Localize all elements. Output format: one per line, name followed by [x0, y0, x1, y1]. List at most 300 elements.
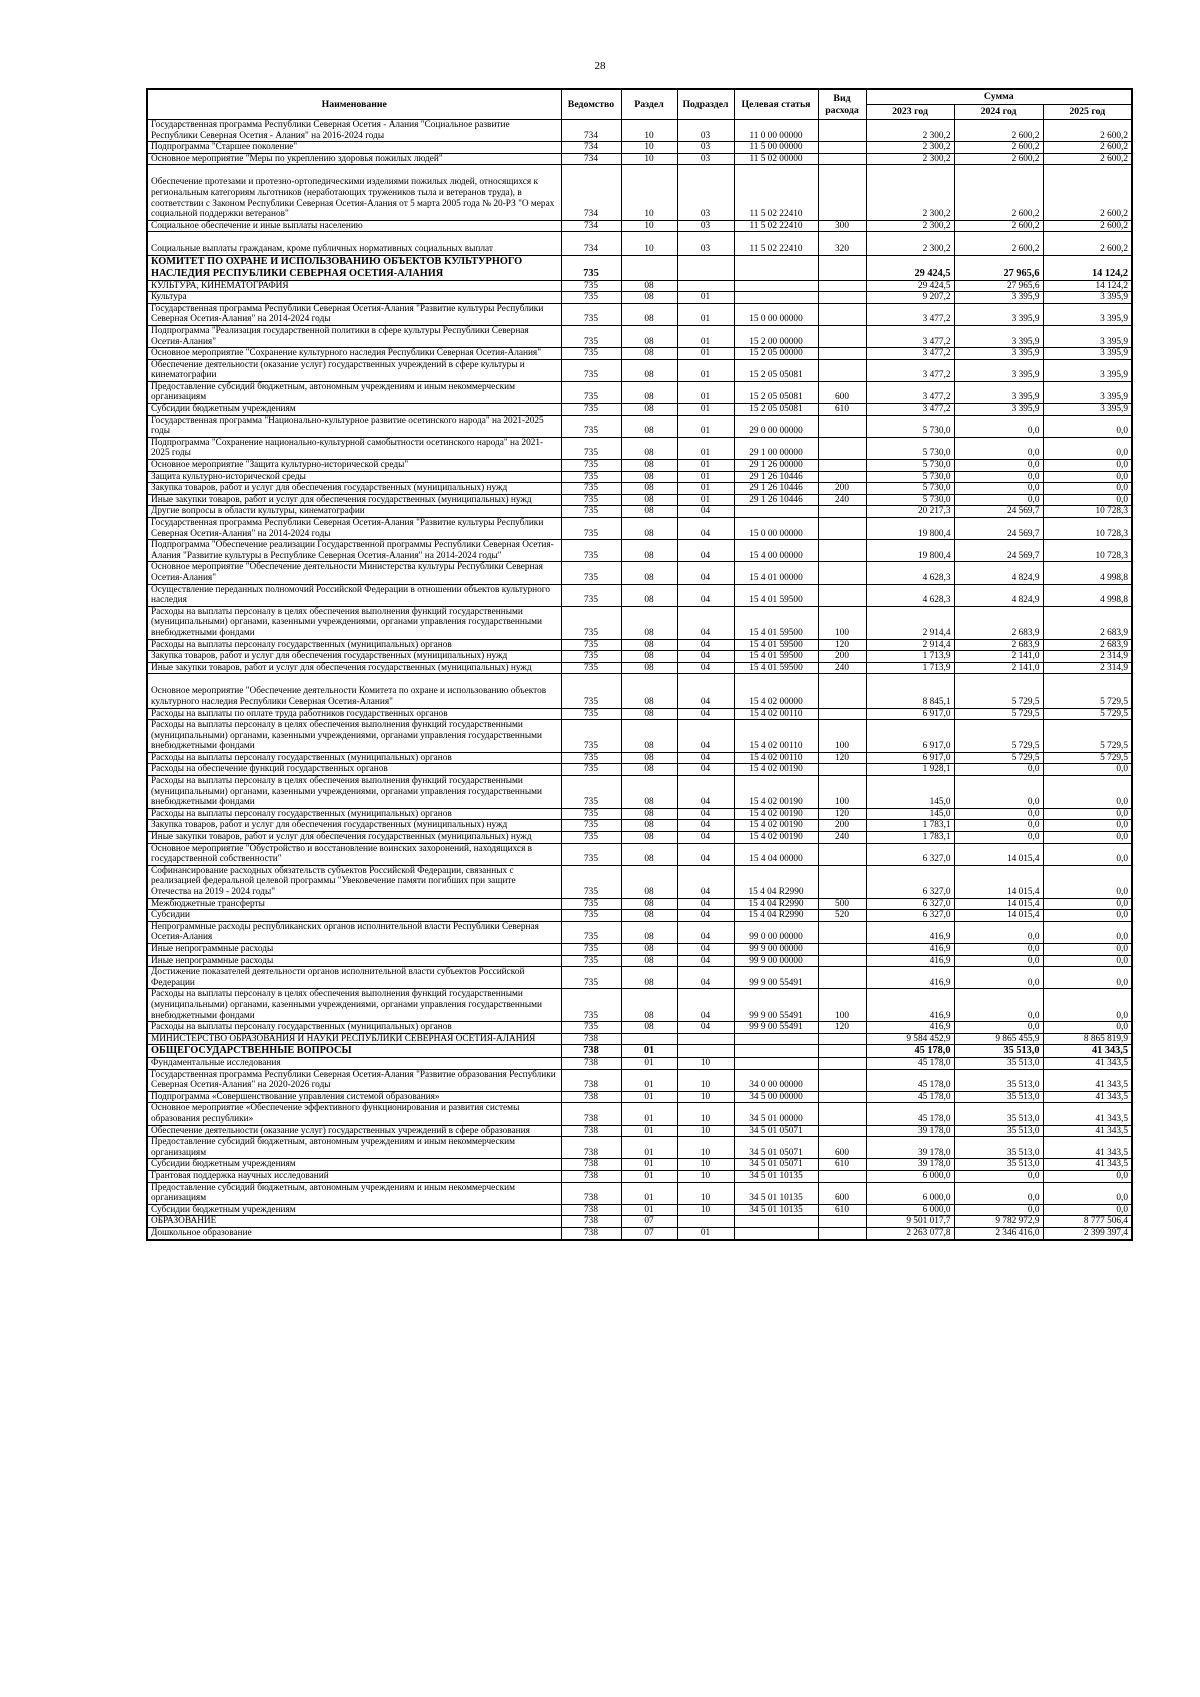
row-sum-2025-cell: 3 395,9 — [1043, 325, 1132, 347]
row-sum-2023-cell: 3 477,2 — [866, 325, 954, 347]
row-sum-2023-cell: 2 300,2 — [866, 120, 954, 142]
row-sum-2025-cell: 14 124,2 — [1043, 255, 1132, 280]
row-sum-2025-cell: 3 395,9 — [1043, 348, 1132, 360]
row-sum-2024-cell: 0,0 — [954, 1171, 1043, 1183]
row-vid-cell — [818, 348, 866, 360]
row-vid-cell — [818, 280, 866, 292]
row-sum-2025-cell: 0,0 — [1043, 955, 1132, 967]
row-tselevaya-cell: 15 4 02 00190 — [734, 764, 818, 776]
table-row — [147, 562, 1132, 584]
row-sum-2023-cell: 1 713,9 — [866, 651, 954, 663]
row-vid-cell: 200 — [818, 820, 866, 832]
row-vid-cell — [818, 1228, 866, 1240]
table-row — [147, 674, 1132, 708]
row-tselevaya-cell: 15 4 01 59500 — [734, 584, 818, 606]
row-vid-cell: 100 — [818, 606, 866, 639]
row-razdel-cell: 08 — [621, 381, 677, 403]
table-row — [147, 584, 1132, 606]
row-name-cell: Закупка товаров, работ и услуг для обеспечения государственных (муниципальных) нужд — [147, 651, 561, 663]
row-sum-2024-cell: 5 729,5 — [954, 720, 1043, 753]
row-name-cell: Предоставление субсидий бюджетным, автономным учреждениям и иным некоммерческим организациям — [147, 381, 561, 403]
table-header — [147, 89, 1132, 120]
row-sum-2024-cell: 14 015,4 — [954, 865, 1043, 898]
table-row — [147, 1058, 1132, 1070]
row-tselevaya-cell: 29 1 26 10446 — [734, 471, 818, 483]
row-sum-2023-cell: 45 178,0 — [866, 1103, 954, 1125]
row-razdel-cell: 08 — [621, 832, 677, 844]
row-vedomstvo-cell: 735 — [561, 820, 621, 832]
col-header-2023: 2023 год — [866, 105, 954, 120]
row-razdel-cell: 08 — [621, 584, 677, 606]
row-vid-cell — [818, 1125, 866, 1137]
row-sum-2025-cell: 0,0 — [1043, 1022, 1132, 1034]
row-razdel-cell: 08 — [621, 820, 677, 832]
row-name-cell: МИНИСТЕРСТВО ОБРАЗОВАНИЯ И НАУКИ РЕСПУБЛИКИ СЕВЕРНАЯ ОСЕТИЯ-АЛАНИЯ — [147, 1033, 561, 1045]
row-name-cell: Государственная программа Республики Северная Осетия-Алания "Развитие образования Республики Северная Осетия-Алания" на 2020-2026 годы — [147, 1069, 561, 1091]
row-podrazdel-cell: 01 — [677, 437, 734, 459]
row-tselevaya-cell: 15 4 02 00110 — [734, 720, 818, 753]
row-vedomstvo-cell: 734 — [561, 165, 621, 220]
row-vid-cell — [818, 292, 866, 304]
row-vedomstvo-cell: 735 — [561, 292, 621, 304]
table-row — [147, 606, 1132, 639]
row-vedomstvo-cell: 735 — [561, 898, 621, 910]
row-vid-cell — [818, 1045, 866, 1058]
row-sum-2023-cell: 39 178,0 — [866, 1159, 954, 1171]
row-vid-cell — [818, 1058, 866, 1070]
row-podrazdel-cell: 04 — [677, 662, 734, 674]
row-razdel-cell: 08 — [621, 1022, 677, 1034]
row-razdel-cell: 08 — [621, 437, 677, 459]
table-row — [147, 153, 1132, 165]
row-podrazdel-cell: 04 — [677, 752, 734, 764]
row-sum-2024-cell: 3 395,9 — [954, 348, 1043, 360]
row-sum-2025-cell: 0,0 — [1043, 1171, 1132, 1183]
table-row — [147, 404, 1132, 416]
row-sum-2025-cell: 0,0 — [1043, 471, 1132, 483]
row-podrazdel-cell: 04 — [677, 967, 734, 989]
row-tselevaya-cell: 34 5 01 05071 — [734, 1125, 818, 1137]
row-podrazdel-cell: 01 — [677, 415, 734, 437]
row-tselevaya-cell: 11 5 02 22410 — [734, 165, 818, 220]
row-sum-2024-cell: 14 015,4 — [954, 898, 1043, 910]
row-razdel-cell: 08 — [621, 325, 677, 347]
row-vedomstvo-cell: 735 — [561, 651, 621, 663]
row-tselevaya-cell: 15 4 02 00190 — [734, 832, 818, 844]
row-name-cell: Основное мероприятие "Обустройство и восстановление воинских захоронений, находящихся в государственной собственности" — [147, 843, 561, 865]
row-sum-2024-cell: 0,0 — [954, 764, 1043, 776]
row-sum-2025-cell: 0,0 — [1043, 415, 1132, 437]
row-podrazdel-cell: 04 — [677, 955, 734, 967]
row-razdel-cell: 08 — [621, 674, 677, 708]
row-tselevaya-cell: 11 5 02 22410 — [734, 232, 818, 256]
table-row — [147, 989, 1132, 1022]
row-name-cell: КОМИТЕТ ПО ОХРАНЕ И ИСПОЛЬЗОВАНИЮ ОБЪЕКТОВ КУЛЬТУРНОГО НАСЛЕДИЯ РЕСПУБЛИКИ СЕВЕРНАЯ ОСЕТИЯ-АЛАНИЯ — [147, 255, 561, 280]
row-vedomstvo-cell: 735 — [561, 752, 621, 764]
row-vedomstvo-cell: 735 — [561, 967, 621, 989]
row-razdel-cell: 08 — [621, 865, 677, 898]
row-vedomstvo-cell: 738 — [561, 1182, 621, 1204]
table-row — [147, 220, 1132, 232]
table-row — [147, 752, 1132, 764]
table-row — [147, 359, 1132, 381]
row-vid-cell — [818, 359, 866, 381]
row-razdel-cell: 08 — [621, 518, 677, 540]
row-vid-cell — [818, 1091, 866, 1103]
row-tselevaya-cell: 15 2 05 05081 — [734, 359, 818, 381]
row-sum-2025-cell: 2 600,2 — [1043, 120, 1132, 142]
row-tselevaya-cell: 34 0 00 00000 — [734, 1069, 818, 1091]
row-sum-2024-cell: 35 513,0 — [954, 1058, 1043, 1070]
row-tselevaya-cell: 15 4 01 59500 — [734, 651, 818, 663]
table-row — [147, 898, 1132, 910]
col-header-summa: Сумма — [866, 89, 1132, 105]
row-vid-cell: 200 — [818, 483, 866, 495]
row-sum-2023-cell: 9 584 452,9 — [866, 1033, 954, 1045]
table-row — [147, 292, 1132, 304]
table-row — [147, 1216, 1132, 1228]
row-sum-2025-cell: 0,0 — [1043, 898, 1132, 910]
row-vid-cell: 610 — [818, 1204, 866, 1216]
table-row — [147, 1171, 1132, 1183]
row-sum-2023-cell: 3 477,2 — [866, 348, 954, 360]
row-name-cell: Основное мероприятие "Меры по укреплению здоровья пожилых людей" — [147, 153, 561, 165]
row-tselevaya-cell: 15 4 00 00000 — [734, 540, 818, 562]
row-sum-2024-cell: 3 395,9 — [954, 404, 1043, 416]
row-sum-2025-cell: 2 600,2 — [1043, 220, 1132, 232]
row-sum-2023-cell: 6 917,0 — [866, 720, 954, 753]
row-vid-cell: 610 — [818, 1159, 866, 1171]
row-podrazdel-cell: 10 — [677, 1058, 734, 1070]
row-vedomstvo-cell: 735 — [561, 708, 621, 720]
row-tselevaya-cell: 34 5 01 00000 — [734, 1103, 818, 1125]
row-vid-cell — [818, 921, 866, 943]
row-razdel-cell: 10 — [621, 232, 677, 256]
row-tselevaya-cell: 15 4 02 00190 — [734, 776, 818, 809]
row-sum-2024-cell: 0,0 — [954, 483, 1043, 495]
row-sum-2025-cell: 41 343,5 — [1043, 1159, 1132, 1171]
row-vid-cell: 300 — [818, 220, 866, 232]
row-tselevaya-cell: 29 1 26 00000 — [734, 460, 818, 472]
row-sum-2024-cell: 2 141,0 — [954, 662, 1043, 674]
row-vedomstvo-cell: 735 — [561, 348, 621, 360]
row-tselevaya-cell: 29 0 00 00000 — [734, 415, 818, 437]
row-vedomstvo-cell: 735 — [561, 415, 621, 437]
row-tselevaya-cell: 15 4 02 00190 — [734, 808, 818, 820]
row-sum-2025-cell: 2 600,2 — [1043, 232, 1132, 256]
row-sum-2024-cell: 3 395,9 — [954, 292, 1043, 304]
row-sum-2025-cell: 5 729,5 — [1043, 708, 1132, 720]
row-tselevaya-cell: 99 9 00 00000 — [734, 955, 818, 967]
row-name-cell: Достижение показателей деятельности органов исполнительной власти субъектов Российской Федерации — [147, 967, 561, 989]
row-podrazdel-cell: 04 — [677, 865, 734, 898]
row-sum-2025-cell: 3 395,9 — [1043, 404, 1132, 416]
row-sum-2023-cell: 2 300,2 — [866, 142, 954, 154]
row-tselevaya-cell: 15 4 02 00110 — [734, 708, 818, 720]
table-row — [147, 820, 1132, 832]
row-sum-2024-cell: 14 015,4 — [954, 910, 1043, 922]
table-row — [147, 142, 1132, 154]
row-vedomstvo-cell: 735 — [561, 764, 621, 776]
row-podrazdel-cell: 01 — [677, 460, 734, 472]
row-podrazdel-cell: 04 — [677, 820, 734, 832]
row-razdel-cell: 08 — [621, 764, 677, 776]
table-row — [147, 415, 1132, 437]
row-name-cell: Грантовая поддержка научных исследований — [147, 1171, 561, 1183]
row-sum-2023-cell: 6 327,0 — [866, 865, 954, 898]
row-sum-2025-cell: 3 395,9 — [1043, 359, 1132, 381]
row-podrazdel-cell: 04 — [677, 921, 734, 943]
table-row — [147, 832, 1132, 844]
row-sum-2025-cell: 2 314,9 — [1043, 651, 1132, 663]
row-vid-cell — [818, 943, 866, 955]
row-sum-2024-cell: 0,0 — [954, 967, 1043, 989]
row-sum-2025-cell: 41 343,5 — [1043, 1125, 1132, 1137]
row-podrazdel-cell: 04 — [677, 639, 734, 651]
row-vedomstvo-cell: 735 — [561, 518, 621, 540]
table-row — [147, 165, 1132, 220]
row-podrazdel-cell: 10 — [677, 1182, 734, 1204]
table-row — [147, 518, 1132, 540]
row-tselevaya-cell: 34 5 01 10135 — [734, 1171, 818, 1183]
row-sum-2024-cell: 3 395,9 — [954, 303, 1043, 325]
row-tselevaya-cell: 15 4 02 00000 — [734, 674, 818, 708]
row-sum-2025-cell: 10 728,3 — [1043, 506, 1132, 518]
row-sum-2023-cell: 39 178,0 — [866, 1125, 954, 1137]
table-row — [147, 303, 1132, 325]
row-razdel-cell: 08 — [621, 955, 677, 967]
row-vid-cell: 600 — [818, 1182, 866, 1204]
row-sum-2023-cell: 3 477,2 — [866, 381, 954, 403]
row-razdel-cell: 08 — [621, 989, 677, 1022]
row-vedomstvo-cell: 735 — [561, 540, 621, 562]
row-vid-cell: 120 — [818, 1022, 866, 1034]
row-vedomstvo-cell: 735 — [561, 562, 621, 584]
row-razdel-cell: 08 — [621, 967, 677, 989]
row-tselevaya-cell: 29 1 00 00000 — [734, 437, 818, 459]
row-name-cell: Культура — [147, 292, 561, 304]
row-vid-cell — [818, 967, 866, 989]
row-vid-cell — [818, 1103, 866, 1125]
row-name-cell: Подпрограмма «Совершенствование управления системой образования» — [147, 1091, 561, 1103]
row-sum-2023-cell: 2 300,2 — [866, 220, 954, 232]
row-razdel-cell: 08 — [621, 639, 677, 651]
row-tselevaya-cell: 99 0 00 00000 — [734, 921, 818, 943]
row-name-cell: Государственная программа Республики Северная Осетия-Алания "Развитие культуры Республики Северная Осетия-Алания" на 2014-2024 годы — [147, 303, 561, 325]
row-razdel-cell — [621, 255, 677, 280]
table-row — [147, 483, 1132, 495]
row-tselevaya-cell: 29 1 26 10446 — [734, 494, 818, 506]
row-vid-cell — [818, 1069, 866, 1091]
row-name-cell: Фундаментальные исследования — [147, 1058, 561, 1070]
budget-table — [146, 88, 1133, 1241]
row-sum-2023-cell: 3 477,2 — [866, 303, 954, 325]
row-razdel-cell: 08 — [621, 280, 677, 292]
row-podrazdel-cell: 04 — [677, 518, 734, 540]
row-tselevaya-cell: 99 9 00 55491 — [734, 967, 818, 989]
row-podrazdel-cell: 04 — [677, 989, 734, 1022]
row-sum-2025-cell: 0,0 — [1043, 437, 1132, 459]
row-sum-2024-cell: 0,0 — [954, 832, 1043, 844]
row-sum-2023-cell: 2 263 077,8 — [866, 1228, 954, 1240]
row-sum-2024-cell: 24 569,7 — [954, 540, 1043, 562]
row-vedomstvo-cell: 735 — [561, 843, 621, 865]
row-sum-2023-cell: 145,0 — [866, 776, 954, 809]
row-podrazdel-cell: 04 — [677, 943, 734, 955]
row-podrazdel-cell: 03 — [677, 232, 734, 256]
table-row — [147, 943, 1132, 955]
row-podrazdel-cell: 01 — [677, 381, 734, 403]
table-row — [147, 1045, 1132, 1058]
row-sum-2025-cell: 14 124,2 — [1043, 280, 1132, 292]
row-sum-2023-cell: 45 178,0 — [866, 1045, 954, 1058]
row-razdel-cell: 08 — [621, 494, 677, 506]
row-vedomstvo-cell: 738 — [561, 1058, 621, 1070]
row-razdel-cell: 08 — [621, 843, 677, 865]
row-vedomstvo-cell: 738 — [561, 1125, 621, 1137]
row-vid-cell — [818, 506, 866, 518]
row-sum-2024-cell: 0,0 — [954, 921, 1043, 943]
row-razdel-cell: 01 — [621, 1091, 677, 1103]
col-header-tselevaya: Целевая статья — [734, 89, 818, 120]
row-vedomstvo-cell: 735 — [561, 606, 621, 639]
row-vedomstvo-cell: 735 — [561, 989, 621, 1022]
row-sum-2024-cell: 35 513,0 — [954, 1103, 1043, 1125]
row-tselevaya-cell: 34 5 00 00000 — [734, 1091, 818, 1103]
table-row — [147, 506, 1132, 518]
row-sum-2024-cell: 35 513,0 — [954, 1159, 1043, 1171]
row-podrazdel-cell: 01 — [677, 471, 734, 483]
row-sum-2025-cell: 41 343,5 — [1043, 1058, 1132, 1070]
row-sum-2023-cell: 45 178,0 — [866, 1069, 954, 1091]
row-sum-2025-cell: 2 600,2 — [1043, 165, 1132, 220]
table-row — [147, 494, 1132, 506]
row-tselevaya-cell — [734, 292, 818, 304]
row-sum-2025-cell: 0,0 — [1043, 865, 1132, 898]
row-sum-2024-cell: 9 782 972,9 — [954, 1216, 1043, 1228]
row-name-cell: Осуществление переданных полномочий Российской Федерации в отношении объектов культурного наследия — [147, 584, 561, 606]
row-sum-2024-cell: 0,0 — [954, 808, 1043, 820]
row-podrazdel-cell: 01 — [677, 359, 734, 381]
row-tselevaya-cell: 15 4 01 59500 — [734, 662, 818, 674]
table-row — [147, 280, 1132, 292]
row-vid-cell — [818, 540, 866, 562]
row-razdel-cell: 08 — [621, 540, 677, 562]
row-sum-2025-cell: 2 399 397,4 — [1043, 1228, 1132, 1240]
table-row — [147, 955, 1132, 967]
row-sum-2024-cell: 3 395,9 — [954, 325, 1043, 347]
row-vid-cell: 100 — [818, 720, 866, 753]
col-header-podrazdel: Подраздел — [677, 89, 734, 120]
row-sum-2025-cell: 2 600,2 — [1043, 153, 1132, 165]
row-sum-2023-cell: 4 628,3 — [866, 584, 954, 606]
row-vedomstvo-cell: 735 — [561, 955, 621, 967]
row-name-cell: Государственная программа Республики Северная Осетия - Алания "Социальное развитие Республики Северная Осетия - Алания" на 2016-2024 годы — [147, 120, 561, 142]
row-podrazdel-cell — [677, 1216, 734, 1228]
row-podrazdel-cell: 10 — [677, 1091, 734, 1103]
row-vedomstvo-cell: 735 — [561, 255, 621, 280]
row-razdel-cell: 08 — [621, 898, 677, 910]
row-sum-2024-cell: 3 395,9 — [954, 359, 1043, 381]
row-sum-2023-cell: 5 730,0 — [866, 471, 954, 483]
row-name-cell: Подпрограмма "Старшее поколение" — [147, 142, 561, 154]
row-tselevaya-cell: 99 9 00 55491 — [734, 1022, 818, 1034]
row-name-cell: Предоставление субсидий бюджетным, автономным учреждениям и иным некоммерческим организациям — [147, 1182, 561, 1204]
row-sum-2023-cell: 416,9 — [866, 989, 954, 1022]
row-razdel-cell: 01 — [621, 1204, 677, 1216]
row-vedomstvo-cell: 738 — [561, 1216, 621, 1228]
row-vid-cell — [818, 415, 866, 437]
row-podrazdel-cell: 04 — [677, 506, 734, 518]
row-razdel-cell: 10 — [621, 165, 677, 220]
row-razdel-cell: 08 — [621, 910, 677, 922]
row-podrazdel-cell: 03 — [677, 120, 734, 142]
row-sum-2024-cell: 2 141,0 — [954, 651, 1043, 663]
row-vedomstvo-cell: 735 — [561, 921, 621, 943]
row-razdel-cell: 08 — [621, 708, 677, 720]
row-sum-2023-cell: 8 845,1 — [866, 674, 954, 708]
row-vid-cell: 600 — [818, 1137, 866, 1159]
row-podrazdel-cell: 10 — [677, 1137, 734, 1159]
row-podrazdel-cell: 04 — [677, 808, 734, 820]
row-name-cell: Софинансирование расходных обязательств субъектов Российской Федерации, связанных с реализацией федеральной целевой программы "Увековечение памяти погибших при защите Отечества на 2019 - 2024 годы" — [147, 865, 561, 898]
row-razdel-cell: 08 — [621, 506, 677, 518]
row-sum-2024-cell: 4 824,9 — [954, 562, 1043, 584]
row-podrazdel-cell — [677, 255, 734, 280]
row-sum-2024-cell: 5 729,5 — [954, 708, 1043, 720]
table-row — [147, 720, 1132, 753]
row-vedomstvo-cell: 735 — [561, 808, 621, 820]
row-sum-2024-cell: 2 346 416,0 — [954, 1228, 1043, 1240]
row-razdel-cell: 08 — [621, 943, 677, 955]
row-podrazdel-cell: 03 — [677, 142, 734, 154]
row-sum-2023-cell: 39 178,0 — [866, 1137, 954, 1159]
row-podrazdel-cell: 10 — [677, 1069, 734, 1091]
row-vid-cell — [818, 1216, 866, 1228]
row-sum-2023-cell: 2 914,4 — [866, 606, 954, 639]
row-sum-2023-cell: 5 730,0 — [866, 437, 954, 459]
row-podrazdel-cell: 01 — [677, 494, 734, 506]
row-razdel-cell: 01 — [621, 1171, 677, 1183]
row-tselevaya-cell: 11 0 00 00000 — [734, 120, 818, 142]
table-row — [147, 1204, 1132, 1216]
row-podrazdel-cell: 10 — [677, 1171, 734, 1183]
row-name-cell: Субсидии бюджетным учреждениям — [147, 1204, 561, 1216]
row-sum-2023-cell: 1 713,9 — [866, 662, 954, 674]
row-podrazdel-cell — [677, 1033, 734, 1045]
col-header-vedomstvo: Ведомство — [561, 89, 621, 120]
row-razdel-cell: 01 — [621, 1069, 677, 1091]
row-tselevaya-cell: 15 4 04 00000 — [734, 843, 818, 865]
page-number: 28 — [594, 60, 606, 72]
row-sum-2023-cell: 9 207,2 — [866, 292, 954, 304]
row-tselevaya-cell: 15 2 05 00000 — [734, 348, 818, 360]
row-sum-2025-cell: 5 729,5 — [1043, 720, 1132, 753]
row-sum-2025-cell: 3 395,9 — [1043, 381, 1132, 403]
table-row — [147, 325, 1132, 347]
row-razdel-cell: 07 — [621, 1216, 677, 1228]
row-vid-cell — [818, 153, 866, 165]
row-vid-cell — [818, 471, 866, 483]
row-razdel-cell: 10 — [621, 153, 677, 165]
row-razdel-cell: 08 — [621, 720, 677, 753]
row-vid-cell: 240 — [818, 494, 866, 506]
row-podrazdel-cell: 10 — [677, 1103, 734, 1125]
row-vid-cell: 320 — [818, 232, 866, 256]
row-sum-2024-cell: 24 569,7 — [954, 506, 1043, 518]
row-podrazdel-cell: 04 — [677, 606, 734, 639]
row-sum-2023-cell: 20 217,3 — [866, 506, 954, 518]
